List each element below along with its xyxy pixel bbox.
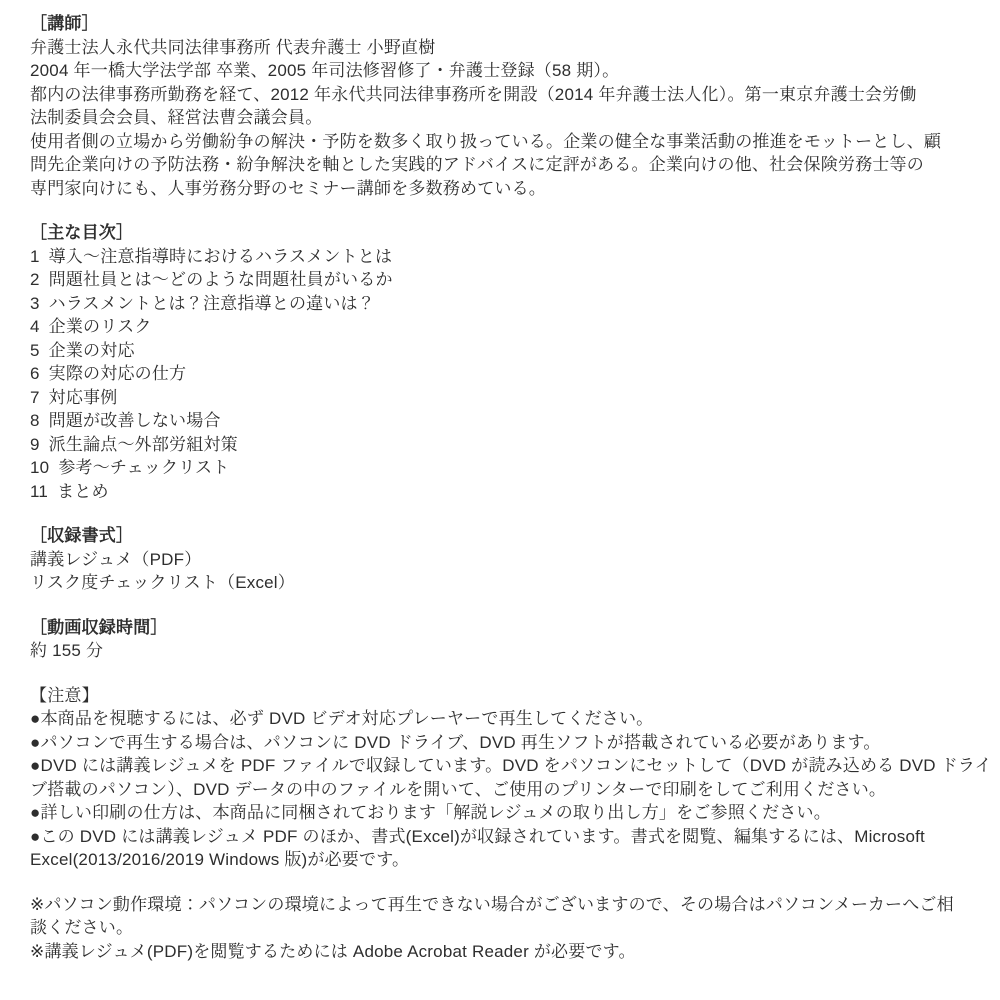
duration-heading: ［動画収録時間］: [30, 617, 168, 637]
section-lecturer: [30, 12, 982, 200]
toc-item-number: 7: [30, 387, 40, 407]
environment-note-line: ※講義レジュメ(PDF)を閲覧するためには Adobe Acrobat Reader が必要です。: [30, 941, 636, 961]
toc-item-number: 3: [30, 293, 40, 313]
toc-item-label: 参考～チェックリスト: [58, 458, 230, 477]
lecturer-bio-line: 使用者側の立場から労働紛争の解決・予防を数多く取り扱っている。企業の健全な事業活動の推進をモットーとし、顧: [30, 131, 942, 151]
lecturer-bio-line: 専門家向けにも、人事労務分野のセミナー講師を多数務めている。: [30, 178, 546, 198]
toc-item-label: まとめ: [57, 481, 109, 501]
toc-item-label: ハラスメントとは？注意指導との違いは？: [48, 293, 375, 313]
notice-line: Excel(2013/2016/2019 Windows 版)が必要です。: [30, 850, 410, 869]
section-recorded-formats: [30, 524, 982, 595]
toc-item-number: 9: [30, 434, 40, 454]
notice-line: ブ搭載のパソコン）、DVD データの中のファイルを開いて、ご使用のプリンターで印刷をしてご利用ください。: [30, 779, 887, 799]
toc-item: [30, 268, 982, 292]
toc-item-number: 6: [30, 364, 40, 383]
toc-item-number: 5: [30, 340, 40, 360]
toc-item-label: 企業のリスク: [48, 317, 152, 336]
toc-item-number: 4: [30, 317, 40, 336]
notice-heading: 【注意】: [30, 685, 99, 705]
notice-line: ●本商品を視聴するには、必ず DVD ビデオ対応プレーヤーで再生してください。: [30, 709, 654, 728]
toc-heading: ［主な目次］: [30, 223, 134, 242]
format-item: リスク度チェックリスト（Excel）: [30, 573, 295, 592]
lecturer-bio-line: 法制委員会会員、経営法曹会議会員。: [30, 108, 323, 127]
environment-note-line: 談ください。: [30, 918, 134, 937]
toc-item-number: 8: [30, 411, 40, 430]
toc-item-number: 1: [30, 246, 40, 266]
notice-line: ●この DVD には講義レジュメ PDF のほか、書式(Excel)が収録されています。書式を閲覧、編集するには、Microsoft: [30, 826, 925, 846]
lecturer-bio-line: 都内の法律事務所勤務を経て、2012 年永代共同法律事務所を開設（2014 年弁護士法人化）。第一東京弁護士会労働: [30, 84, 917, 104]
toc-item-label: 派生論点～外部労組対策: [48, 434, 238, 454]
toc-item-label: 企業の対応: [48, 340, 135, 360]
toc-item-number: 2: [30, 270, 40, 289]
toc-item-label: 実際の対応の仕方: [48, 364, 187, 383]
toc-item: [30, 362, 982, 386]
toc-item: [30, 480, 982, 504]
format-item: 講義レジュメ（PDF）: [30, 549, 202, 569]
formats-heading: ［収録書式］: [30, 526, 134, 545]
toc-item: [30, 409, 982, 433]
toc-item: [30, 245, 982, 269]
toc-item-label: 対応事例: [48, 387, 118, 407]
section-video-duration: [30, 616, 982, 663]
toc-item-label: 問題社員とは～どのような問題社員がいるか: [48, 270, 393, 289]
toc-item-number: 11: [30, 481, 49, 501]
section-toc: [30, 221, 982, 503]
lecturer-heading: ［講師］: [30, 14, 99, 33]
toc-item: [30, 292, 982, 316]
section-notice: [30, 684, 992, 872]
toc-item: [30, 433, 982, 457]
duration-value: 約 155 分: [30, 641, 104, 660]
environment-note-line: ※パソコン動作環境：パソコンの環境によって再生できない場合がございますので、その場合はパソコンメーカーへご相: [30, 894, 954, 914]
toc-item-label: 問題が改善しない場合: [48, 411, 221, 430]
toc-item: [30, 315, 982, 339]
lecturer-bio-line: 問先企業向けの予防法務・紛争解決を軸とした実践的アドバイスに定評がある。企業向けの他、社会保険労務士等の: [30, 155, 924, 174]
notice-line: ●DVD には講義レジュメを PDF ファイルで収録しています。DVD をパソコンにセットして（DVD が読み込める DVD ドライ: [30, 756, 992, 775]
notice-line: ●パソコンで再生する場合は、パソコンに DVD ドライブ、DVD 再生ソフトが搭載されている必要があります。: [30, 732, 881, 752]
notice-line: ●詳しい印刷の仕方は、本商品に同梱されております「解説レジュメの取り出し方」をご参照ください。: [30, 803, 831, 822]
toc-item-number: 10: [30, 458, 50, 477]
toc-item: [30, 456, 982, 480]
toc-item-label: 導入～注意指導時におけるハラスメントとは: [48, 246, 393, 266]
toc-item: [30, 386, 982, 410]
lecturer-name-line: 弁護士法人永代共同法律事務所 代表弁護士 小野直樹: [30, 37, 436, 57]
toc-item: [30, 339, 982, 363]
lecturer-bio-line: 2004 年一橋大学法学部 卒業、2005 年司法修習修了・弁護士登録（58 期）。: [30, 61, 620, 80]
section-environment-notes: [30, 893, 982, 964]
